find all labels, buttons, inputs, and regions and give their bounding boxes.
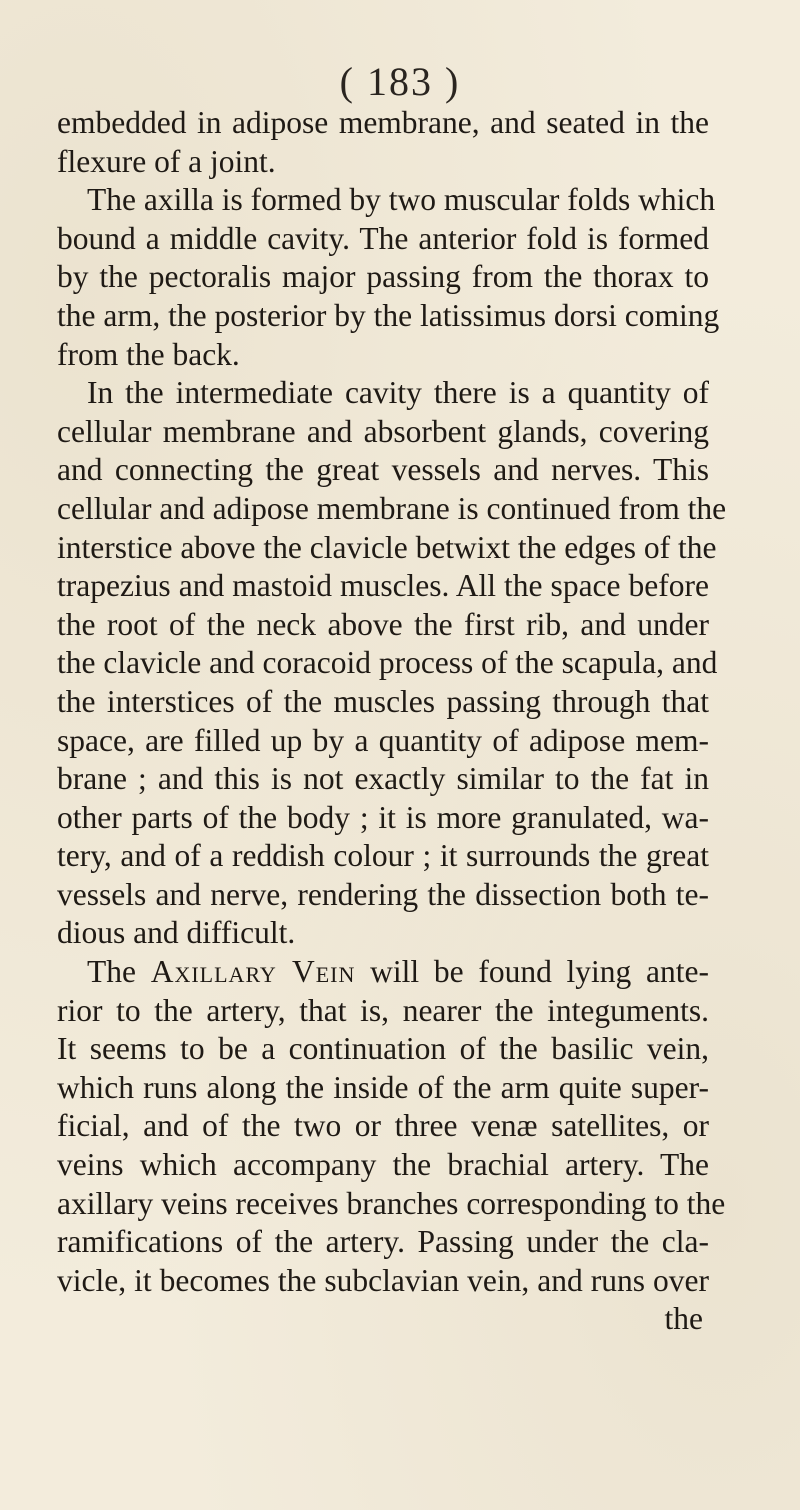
text-line: bound a middle cavity. The anterior fold is formed (57, 220, 709, 256)
text-line: flexure of a joint. (57, 143, 276, 179)
text-line: interstice above the clavicle betwixt the edges of the (57, 529, 717, 565)
text-line: ramifications of the artery. Passing under the cla- (57, 1224, 709, 1260)
text-line-heading (57, 953, 709, 992)
page-number: ( 183 ) (339, 59, 461, 104)
text-line: from the back. (57, 336, 240, 372)
catchword: the (664, 1301, 703, 1337)
text-line: cellular and adipose membrane is continued from the (57, 490, 727, 526)
text-line: and connecting the great vessels and nerves. This (57, 452, 709, 488)
text-line: It seems to be a continuation of the basilic vein, (57, 1031, 709, 1067)
body-text (57, 104, 727, 1339)
text-line: other parts of the body ; it is more granulated, wa- (57, 799, 709, 835)
text-line: the clavicle and coracoid process of the scapula, and (57, 645, 718, 681)
text-line: by the pectoralis major passing from the thorax to (57, 259, 709, 295)
text-line: the arm, the posterior by the latissimus dorsi coming (57, 297, 720, 333)
text-line: brane ; and this is not exactly similar to the fat in (57, 761, 709, 797)
text-line: tery, and of a reddish colour ; it surrounds the great (57, 838, 709, 874)
text-line: the root of the neck above the first rib, and under (57, 606, 709, 642)
text-fragment: The (87, 954, 151, 990)
text-line: dious and difficult. (57, 915, 296, 951)
text-fragment: will be found lying ante- (355, 954, 710, 990)
text-line: trapezius and mastoid muscles. All the space before (57, 568, 709, 604)
text-line: vessels and nerve, rendering the dissection both te- (57, 876, 709, 912)
text-line: space, are filled up by a quantity of adipose mem- (57, 722, 709, 758)
text-line: the interstices of the muscles passing through that (57, 683, 709, 719)
text-line: axillary veins receives branches corresponding to the (57, 1185, 726, 1221)
text-line: cellular membrane and absorbent glands, covering (57, 413, 709, 449)
text-line: In the intermediate cavity there is a quantity of (87, 375, 709, 411)
text-line: which runs along the inside of the arm quite super- (57, 1069, 709, 1105)
text-line: The axilla is formed by two muscular folds which (87, 182, 716, 218)
text-line: embedded in adipose membrane, and seated in the (57, 105, 709, 140)
axillary-vein-term: Axillary Vein (150, 954, 356, 990)
text-line: veins which accompany the brachial artery. The (57, 1147, 709, 1183)
text-line: vicle, it becomes the subclavian vein, and runs over (57, 1262, 709, 1298)
text-line: rior to the artery, that is, nearer the integuments. (57, 992, 709, 1028)
text-line: ficial, and of the two or three venæ satellites, or (57, 1108, 709, 1144)
